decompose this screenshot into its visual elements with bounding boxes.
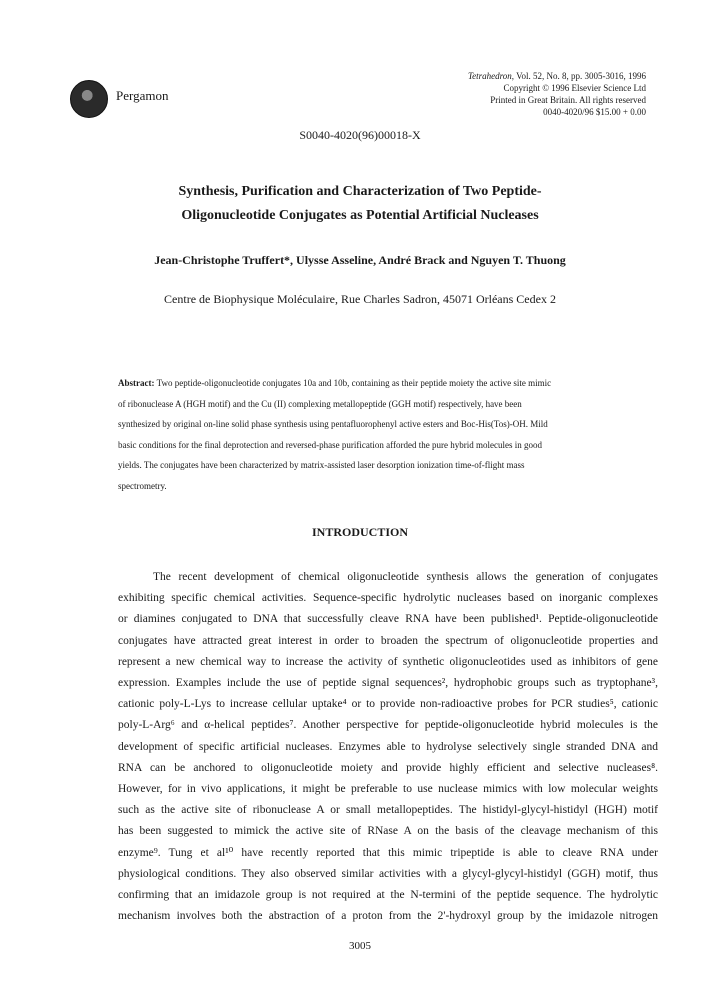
body-line: The recent development of chemical oligonucleotide synthesis allows the generation of conjugates — [153, 571, 658, 583]
body-line: represent a new chemical way to increase the activity of synthetic oligonucleotides used as inhibitors of gene — [118, 655, 658, 668]
affiliation: Centre de Biophysique Moléculaire, Rue Charles Sadron, 45071 Orléans Cedex 2 — [164, 292, 556, 306]
journal-name: Tetrahedron, — [467, 71, 515, 81]
abstract-line — [118, 373, 602, 394]
body-line: RNA can be anchored to oligonucleotide moiety and provide highly efficient and selective nucleases⁸. — [118, 761, 658, 774]
doi: S0040-4020(96)00018-X — [299, 128, 421, 142]
body-line: enzyme⁹. Tung et al¹⁰ have recently reported that this mimic tripeptide is able to cleave RNA under — [118, 846, 658, 859]
body-line: cationic poly-L-Lys to increase cellular uptake⁴ or to provide non-radioactive probes for PCR studies⁵, cationic — [118, 698, 658, 711]
abstract-line: of ribonuclease A (HGH motif) and the Cu (II) complexing metallopeptide (GGH motif) respectively, have been — [118, 398, 522, 409]
paper-title — [60, 180, 660, 228]
body-line: conjugates have attracted great interest in order to broaden the spectrum of oligonucleotide properties and — [118, 634, 658, 647]
abstract-line: spectrometry. — [118, 480, 167, 491]
body-line: confirming that an imidazole group is not required at the N-termini of the peptide sequence. The hydrolytic — [118, 889, 658, 902]
body-line: poly-L-Arg⁶ and α-helical peptides⁷. Another perspective for peptide-oligonucleotide hybrid molecules is the — [118, 719, 658, 732]
pergamon-logo — [70, 80, 108, 118]
abstract-line: yields. The conjugates have been characterized by matrix-assisted laser desorption ionization time-of-flight mass — [118, 460, 525, 470]
abstract-text: Two peptide-oligonucleotide conjugates 10a and 10b, containing as their peptide moiety the active site mimic — [154, 378, 552, 388]
body-line: expression. Examples include the use of peptide signal sequences², hydrophobic groups such as tryptophane³, — [118, 677, 658, 690]
body-text — [118, 567, 658, 927]
title-line: Oligonucleotide Conjugates as Potential Artificial Nucleases — [181, 208, 539, 223]
title-line: Synthesis, Purification and Characterization of Two Peptide- — [178, 184, 542, 199]
publisher-name: Pergamon — [116, 88, 169, 103]
authors: Jean-Christophe Truffert*, Ulysse Asseline, André Brack and Nguyen T. Thuong — [154, 253, 566, 267]
body-line: However, for in vivo applications, it might be preferable to use nuclease mimics with low molecular weights — [118, 783, 658, 796]
body-line: mechanism involves both the abstraction of a proton from the 2'-hydroxyl group by the imidazole nitrogen — [118, 910, 658, 923]
body-line: physiological conditions. They also observed similar activities with a glycyl-glycyl-histidyl (GGH) motif, thus — [118, 867, 658, 880]
abstract — [118, 373, 602, 496]
journal-info — [468, 70, 646, 118]
abstract-label: Abstract: — [118, 378, 155, 388]
price-line: 0040-4020/96 $15.00 + 0.00 — [543, 107, 646, 117]
copyright-line: Copyright © 1996 Elsevier Science Ltd — [503, 83, 646, 93]
abstract-line: basic conditions for the final deprotection and reversed-phase purification afforded the pure hybrid molecules in good — [118, 439, 542, 450]
journal-citation-line — [468, 70, 646, 82]
section-heading: INTRODUCTION — [311, 525, 408, 539]
journal-volume: Vol. 52, No. 8, pp. 3005-3016, 1996 — [514, 71, 646, 81]
abstract-line: synthesized by original on-line solid phase synthesis using pentafluorophenyl active esters and Boc-His(Tos)-OH. Mild — [118, 419, 548, 429]
body-line: development of specific artificial nucleases. Enzymes able to hydrolyse selectively single stranded DNA and — [118, 740, 658, 753]
page-number: 3005 — [349, 940, 371, 952]
body-line: such as the active site of ribonuclease A or small metallopeptides. The histidyl-glycyl-histidyl (HGH) motif — [118, 804, 658, 817]
body-line: has been suggested to mimick the active site of RNase A on the basis of the cleavage mechanism of this — [118, 825, 658, 838]
body-line: or diamines conjugated to DNA that successfully cleave RNA have been published¹. Peptide-oligonucleotide — [118, 613, 658, 626]
body-line: exhibiting specific chemical activities. Sequence-specific hydrolytic nucleases based on inorganic complexes — [118, 592, 658, 605]
printed-line: Printed in Great Britain. All rights reserved — [490, 95, 646, 105]
